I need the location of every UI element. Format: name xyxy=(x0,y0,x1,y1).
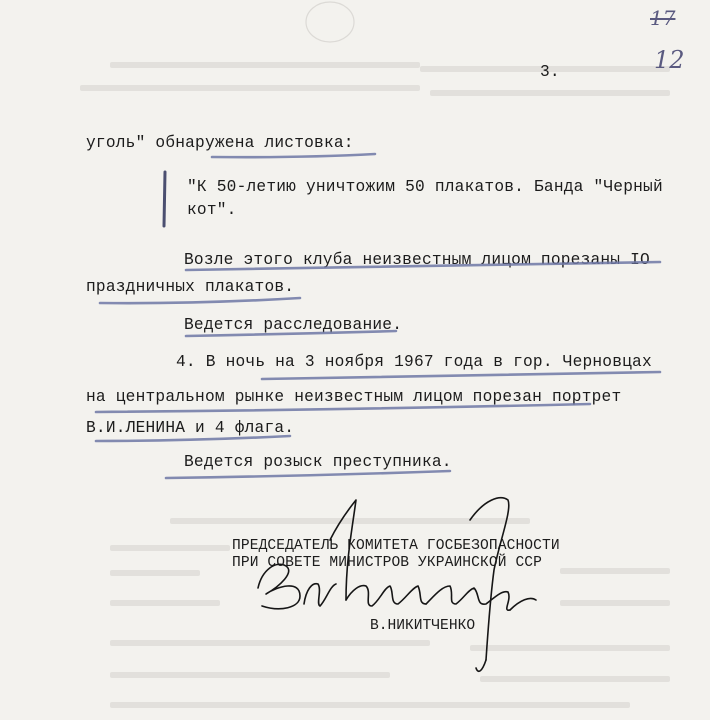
body-line-8: на центральном рынке неизвестным лицом порезан портрет xyxy=(86,388,622,406)
archive-number: 12 xyxy=(654,46,685,74)
signatory-title-line-1: ПРЕДСЕДАТЕЛЬ КОМИТЕТА ГОСБЕЗОПАСНОСТИ xyxy=(232,538,560,554)
pencil-underline xyxy=(166,471,450,478)
pencil-underline xyxy=(262,372,660,379)
pencil-underline xyxy=(212,154,375,157)
pencil-underline xyxy=(96,436,290,441)
pencil-underline xyxy=(186,262,660,270)
pencil-underline xyxy=(186,331,396,336)
body-line-10: Ведется розыск преступника. xyxy=(184,453,452,471)
page-number: 3. xyxy=(540,63,560,81)
pencil-underline xyxy=(100,298,300,303)
body-line-9: В.И.ЛЕНИНА и 4 флага. xyxy=(86,419,295,437)
leaflet-quote-line-1: "К 50-летию уничтожим 50 плакатов. Банда "Черный xyxy=(187,178,663,196)
archive-number-crossed: 17 xyxy=(650,6,676,30)
leaflet-quote-line-2: кот". xyxy=(187,201,237,219)
signatory-title-line-2: ПРИ СОВЕТЕ МИНИСТРОВ УКРАИНСКОЙ ССР xyxy=(232,555,543,571)
margin-mark xyxy=(164,172,165,226)
body-line-5: праздничных плакатов. xyxy=(86,278,295,296)
body-line-4: Возле этого клуба неизвестным лицом порезаны IO xyxy=(184,251,650,269)
handwritten-signature xyxy=(258,498,536,671)
body-line-7: 4. В ночь на 3 ноября 1967 года в гор. Черновцах xyxy=(176,353,652,371)
body-line-1: уголь" обнаружена листовка: xyxy=(86,134,354,152)
signatory-name: В.НИКИТЧЕНКО xyxy=(370,618,476,634)
body-line-6: Ведется расследование. xyxy=(184,316,403,334)
pencil-underline xyxy=(96,404,590,412)
